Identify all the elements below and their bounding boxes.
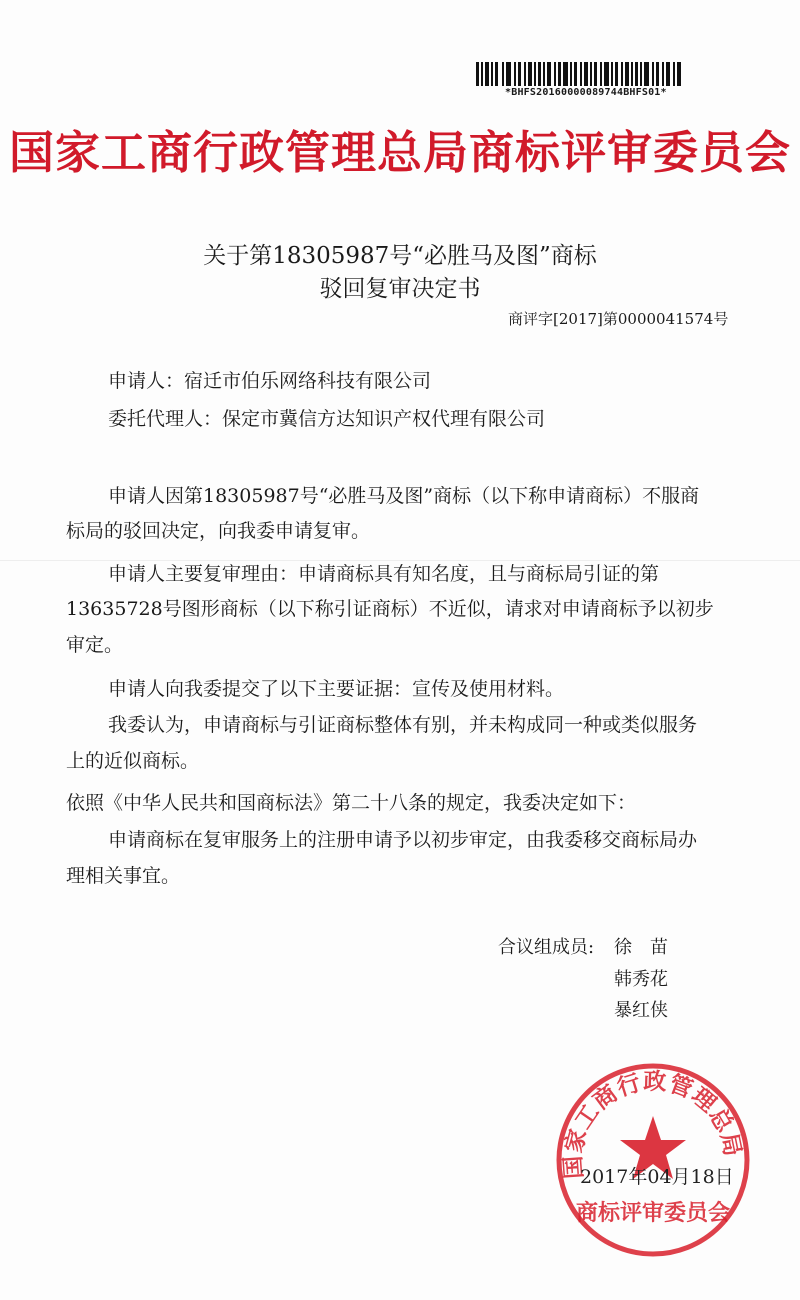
agency-name: 国家工商行政管理总局商标评审委员会 [8,126,791,179]
body-line: 申请人向我委提交了以下主要证据：宣传及使用材料。 [108,678,565,700]
body-line: 标局的驳回决定，向我委申请复审。 [66,520,371,542]
panel-members-label: 合议组成员: [498,937,595,958]
decision-title-line1: 关于第18305987号“必胜马及图”商标 [203,243,597,269]
body-line: 审定。 [66,634,124,656]
decision-date: 2017年04月18日 [580,1166,734,1188]
agent-line: 委托代理人：保定市冀信方达知识产权代理有限公司 [108,408,546,430]
body-line: 我委认为，申请商标与引证商标整体有别，并未构成同一种或类似服务 [108,714,698,736]
body-line: 上的近似商标。 [66,750,200,772]
panel-member: 徐 苗 [614,937,668,958]
body-line: 申请人主要复审理由：申请商标具有知名度，且与商标局引证的第 [108,563,660,585]
barcode-number: *BHFS20160000089744BHFS01* [505,87,667,98]
panel-member: 韩秀花 [614,969,668,990]
barcode [476,62,682,86]
body-line: 理相关事宜。 [66,865,181,887]
decision-title-line2: 驳回复审决定书 [319,276,481,302]
document-number: 商评字[2017]第0000041574号 [508,310,729,328]
svg-text:国家工商行政管理总局: 国家工商行政管理总局 [560,1068,746,1180]
paper-fold [0,560,800,561]
official-seal [553,1060,753,1260]
panel-member: 暴红侠 [614,1000,668,1021]
body-line: 申请商标在复审服务上的注册申请予以初步审定，由我委移交商标局办 [108,829,698,851]
body-line: 13635728号图形商标（以下称引证商标）不近似，请求对申请商标予以初步 [66,598,714,620]
svg-text:商标评审委员会: 商标评审委员会 [575,1201,731,1226]
applicant-line: 申请人：宿迁市伯乐网络科技有限公司 [108,370,432,392]
body-line: 申请人因第18305987号“必胜马及图”商标（以下称申请商标）不服商 [108,485,700,507]
body-line: 依照《中华人民共和国商标法》第二十八条的规定，我委决定如下： [66,792,637,814]
